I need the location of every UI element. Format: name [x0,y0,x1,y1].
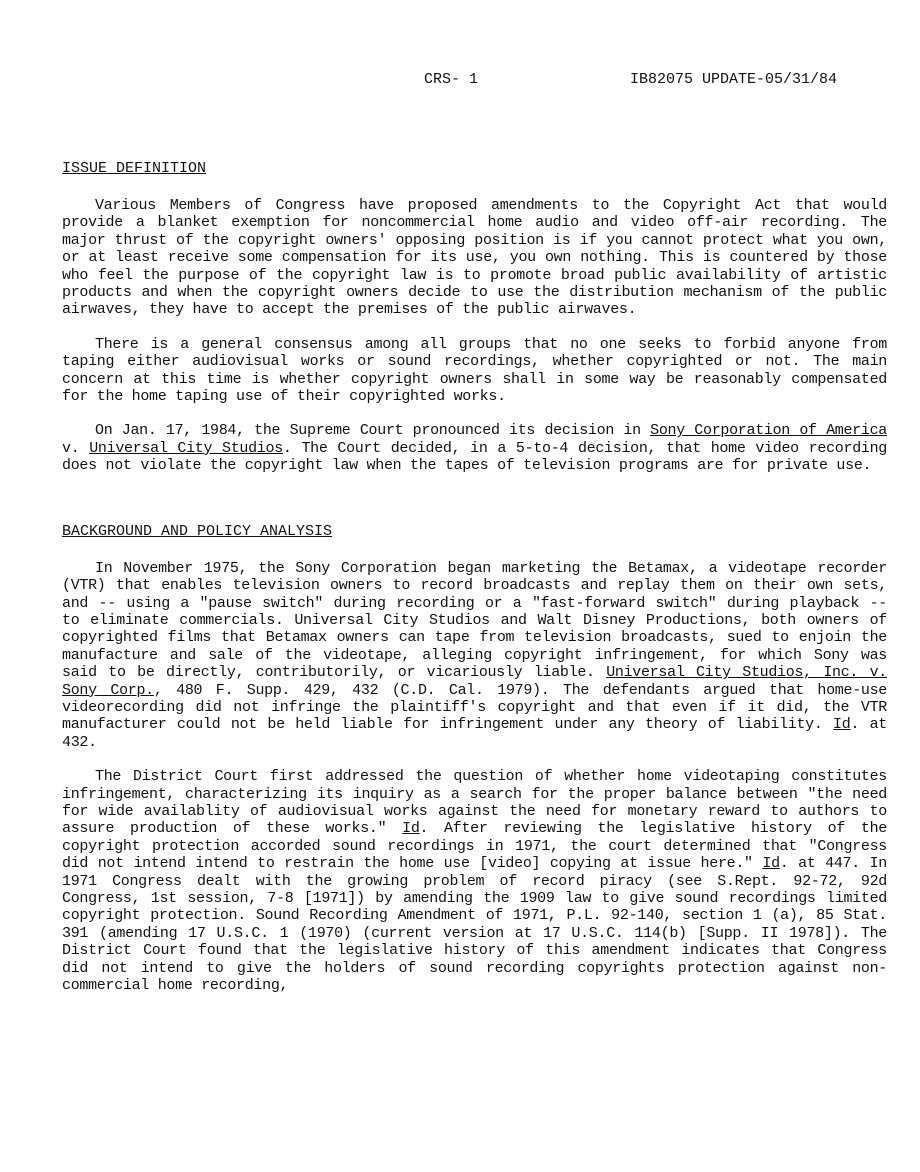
issue-paragraph-1: Various Members of Congress have proposed amendments to the Copyright Act that would provide a blanket exemption for noncommercial home audio and video off-air recording. The major thrust of the copyright owners' opposing position is if you cannot protect what you own, or at least receive some compensation for its use, you own nothing. This is countered by those who feel the purpose of the copyright law is to promote broad public availability of artistic products and when the copyright owners decide to use the distribution mechanism of the public airwaves, they have to accept the premises of the public airwaves. [62,197,887,319]
page-header [0,71,920,91]
text-run: . at 432. [62,716,888,751]
text-run: . The Court decided, in a 5-to-4 decision, that home video recording does not violate the copyright law when the tapes of television programs are for private use. [62,439,887,475]
id-citation: Id [833,716,851,734]
page-label: CRS- 1 [424,71,479,88]
text-run: The District Court first addressed the question of whether home videotaping constitutes infringement, characterizing its inquiry as a search for the proper balance between "the need for wide availablity of audiovisual works against the need for monetary reward to authors to assure production of these works." [62,768,887,838]
document-body [62,160,887,994]
document-id: IB82075 UPDATE-05/31/84 [630,71,838,88]
background-heading: BACKGROUND AND POLICY ANALYSIS [62,522,333,540]
case-citation: Universal City Studios, Inc. v. Sony Corp. [62,664,888,699]
background-paragraph-1 [62,560,887,751]
text-run: , 480 F. Supp. 429, 432 (C.D. Cal. 1979). The defendants argued that home-use videorecording did not infringe the plaintiff's copyright and that even if it did, the VTR manufacturer could not be held liable for infringement under any theory of liability. [62,681,888,734]
id-citation: Id [402,820,420,838]
issue-paragraph-2: There is a general consensus among all groups that no one seeks to forbid anyone from taping either audiovisual works or sound recordings, whether copyrighted or not. The main concern at this time is whether copyright owners shall in some way be reasonably compensated for the home taping use of their copyrighted works. [62,335,887,406]
background-paragraph-2 [62,768,887,994]
text-run: . After reviewing the legislative history of the copyright protection accorded sound recordings in 1971, the court determined that "Congress did not intend intend to restrain the home use [video] copying at issue here." [62,820,887,873]
text-run: In November 1975, the Sony Corporation began marketing the Betamax, a videotape recorder (VTR) that enables television owners to record broadcasts and replay them on their own sets, and -- using a "pause switch" during recording or a "fast-forward switch" during playback -- to eliminate commercials. Universal City Studios and Walt Disney Productions, both owners of copyrighted films that Betamax owners can tape from television broadcasts, sued to enjoin the manufacture and sale of the videotape, alleging copyright infringement, for which Sony was said to be directly, contributorily, or vicariously liable. [62,559,887,682]
text-run: On Jan. 17, 1984, the Supreme Court pronounced its decision in [95,422,651,440]
issue-definition-heading: ISSUE DEFINITION [62,160,207,177]
issue-paragraph-3 [62,422,887,474]
text-run: v. [62,439,90,457]
case-name-universal: Universal City Studios [89,439,283,457]
case-name-sony: Sony Corporation of America [650,422,887,440]
text-run: . at 447. In 1971 Congress dealt with the growing problem of record piracy (see S.Rept. 92-72, 92d Congress, 1st session, 7-8 [1971]) by amending the 1909 law to give sound recordings limited copyright protection. Sound Recording Amendment of 1971, P.L. 92-140, section 1 (a), 85 Stat. 391 (amending 17 U.S.C. 1 (1970) (current version at 17 U.S.C. 114(b) [Supp. II 1978]). The District Court found that the legislative history of this amendment indicates that Congress did not intend to give the holders of sound recording copyrights protection against non-commercial home recording, [62,855,887,995]
id-citation: Id [762,855,780,873]
